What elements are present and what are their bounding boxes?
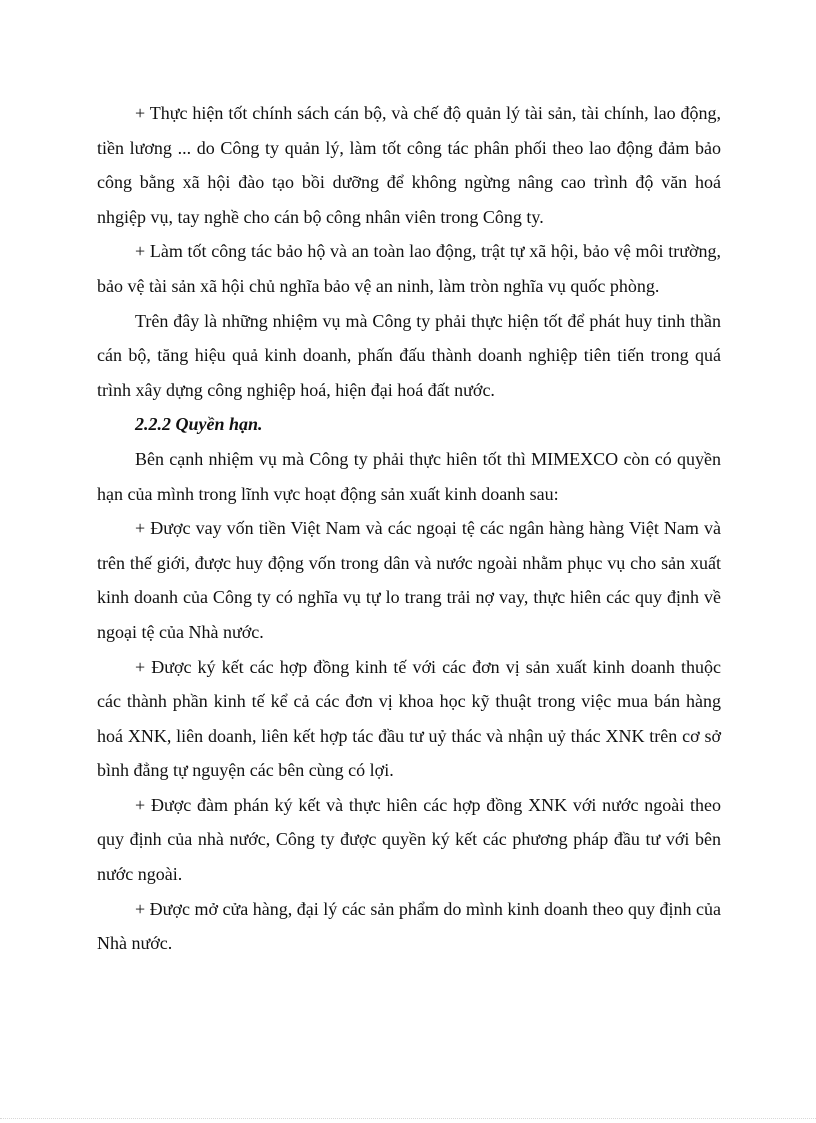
section-heading-authority: 2.2.2 Quyền hạn. <box>135 414 263 435</box>
document-body <box>97 96 721 961</box>
paragraph-staff-policy: + Thực hiện tốt chính sách cán bộ, và chế độ quản lý tài sản, tài chính, lao động, tiền lương ... do Công ty quản lý, làm tốt công tác phân phối theo lao động đảm bảo công bằng xã hội đào tạo bồi dưỡng để không ngừng nâng cao trình độ văn hoá nhgiệp vụ, tay nghề cho cán bộ công nhân viên trong Công ty. <box>97 103 721 227</box>
paragraph-labor-safety: + Làm tốt công tác bảo hộ và an toàn lao động, trật tự xã hội, bảo vệ môi trường, bảo vệ tài sản xã hội chủ nghĩa bảo vệ an ninh, làm tròn nghĩa vụ quốc phòng. <box>97 241 721 296</box>
paragraph-duties-summary: Trên đây là những nhiệm vụ mà Công ty phải thực hiện tốt để phát huy tinh thần cán bộ, tăng hiệu quả kinh doanh, phấn đấu thành doanh nghiệp tiên tiến trong quá trình xây dựng công nghiệp hoá, hiện đại hoá đất nước. <box>97 310 721 400</box>
paragraph-stores: + Được mở cửa hàng, đại lý các sản phẩm do mình kinh doanh theo quy định của Nhà nước. <box>97 898 721 954</box>
paragraph-authority-intro: Bên cạnh nhiệm vụ mà Công ty phải thực hiên tốt thì MIMEXCO còn có quyền hạn của mình trong lĩnh vực hoạt động sản xuất kinh doanh sau: <box>97 448 721 504</box>
paragraph-borrowing: + Được vay vốn tiền Việt Nam và các ngoại tệ các ngân hàng hàng Việt Nam và trên thế giới, được huy động vốn trong dân và nước ngoài nhằm phục vụ cho sản xuất kinh doanh của Công ty có nghĩa vụ tự lo trang trải nợ vay, thực hiên các quy định về ngoại tệ của Nhà nước. <box>97 518 721 642</box>
paragraph-negotiation: + Được đàm phán ký kết và thực hiên các hợp đồng XNK với nước ngoài theo quy định của nhà nước, Công ty được quyền ký kết các phương pháp đầu tư với bên nước ngoài. <box>97 794 721 885</box>
page-bottom-divider <box>0 1118 816 1119</box>
paragraph-contracts: + Được ký kết các hợp đồng kinh tế với các đơn vị sản xuất kinh doanh thuộc các thành phần kinh tế kể cả các đơn vị khoa học kỹ thuật trong việc mua bán hàng hoá XNK, liên doanh, liên kết hợp tác đầu tư uỷ thác và nhận uỷ thác XNK trên cơ sở bình đẳng tự nguyện các bên cùng có lợi. <box>97 656 721 781</box>
